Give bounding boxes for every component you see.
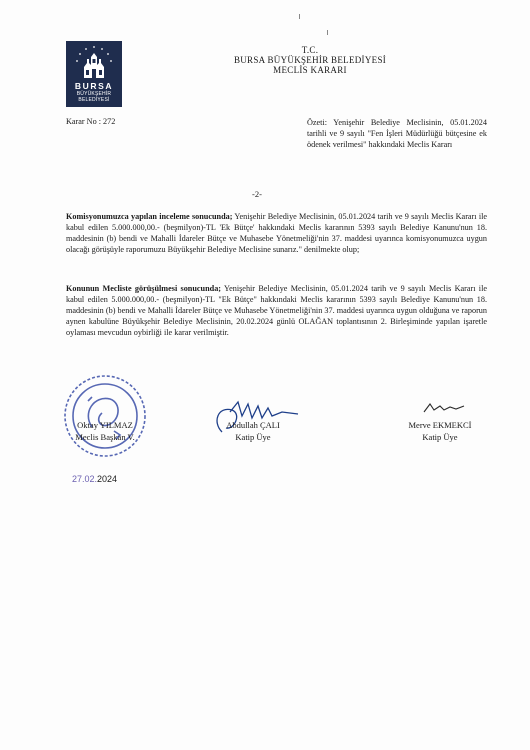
printed-year: 2024 — [97, 474, 118, 484]
header-document-type: MECLİS KARARI — [273, 65, 347, 75]
bursa-logo — [66, 41, 122, 107]
signature-merve-icon — [420, 398, 470, 418]
page-number: -2- — [252, 189, 262, 199]
paragraph-decision — [66, 283, 487, 338]
logo-title: BURSA — [74, 81, 114, 91]
paragraph-lead: Konunun Mecliste görüşülmesi sonucunda; — [66, 284, 222, 293]
signature-name-3: Merve EKMEKCİ — [408, 420, 472, 430]
paragraph-lead: Komisyonumuzca yapılan inceleme sonucunda; — [66, 212, 233, 221]
signature-name-1: Oktay YILMAZ — [77, 420, 133, 430]
decision-number: Karar No : 272 — [66, 117, 116, 126]
decision-date — [72, 474, 117, 484]
header-tc: T.C. — [301, 45, 319, 55]
paragraph-text: Yenişehir Belediye Meclisinin, 05.01.2024 tarih ve 9 sayılı Meclis Kararı ile kabul edilen 5.000.000,00.- (beşmilyon)-TL 'Ek Bütçe' hakkındaki Meclis kararının 5393 sayılı Belediye Kanunu'nun 18. maddesinin (b) bendi ve Mahalli İdareler Bütçe ve Muhasebe Yönetmeliği'nin 37. maddesi uyarınca komisyonumuzca uygun olacağı görüşüyle raporumuzu Büyükşehir Belediye Meclisine sunarız." denilmekte olup; — [66, 212, 487, 254]
logo-subtitle-2: BELEDİYESİ — [78, 97, 110, 103]
paragraph-text: Yenişehir Belediye Meclisinin, 05.01.2024 tarih ve 9 sayılı Meclis Kararı ile kabul edilen 5.000.000,00.- (beşmilyon)-TL "Ek Bütçe" hakkındaki Meclis kararının 5393 sayılı Belediye Kanunu'nun 18. maddesinin (b) bendi ve Mahalli İdareler Bütçe ve Muhasebe Yönetmeliği'nin 37. maddesi uyarınca uygun olduğuna ve raporun aynen kabulüne Büyükşehir Belediye Meclisinin, 20.02.2024 günlü OLAĞAN toplantısının 2. Birleşiminde yapılan işaretle oylaması mevcudun oybirliği ile karar verilmiştir. — [66, 284, 487, 337]
scan-mark — [299, 14, 300, 19]
handwritten-date: 27.02. — [72, 474, 98, 484]
paragraph-commission — [66, 211, 487, 255]
official-seal-icon — [62, 373, 148, 459]
signature-title-3: Katip Üye — [422, 432, 458, 442]
logo-subtitle: BÜYÜKŞEHİR — [76, 91, 112, 97]
signature-name-2: Abdullah ÇALI — [226, 420, 280, 430]
header-institution: BURSA BÜYÜKŞEHİR BELEDİYESİ — [233, 55, 387, 65]
signature-title-1: Meclis Başkan V. — [75, 432, 135, 442]
scan-mark — [327, 30, 328, 35]
city-emblem-icon — [74, 45, 114, 81]
signature-title-2: Katip Üye — [235, 432, 271, 442]
summary: Özeti: Yenişehir Belediye Meclisinin, 05.01.2024 tarihli ve 9 sayılı "Fen İşleri Müdürlüğü bütçesine ek ödenek verilmesi" hakkındaki Meclis Kararı — [307, 118, 487, 149]
